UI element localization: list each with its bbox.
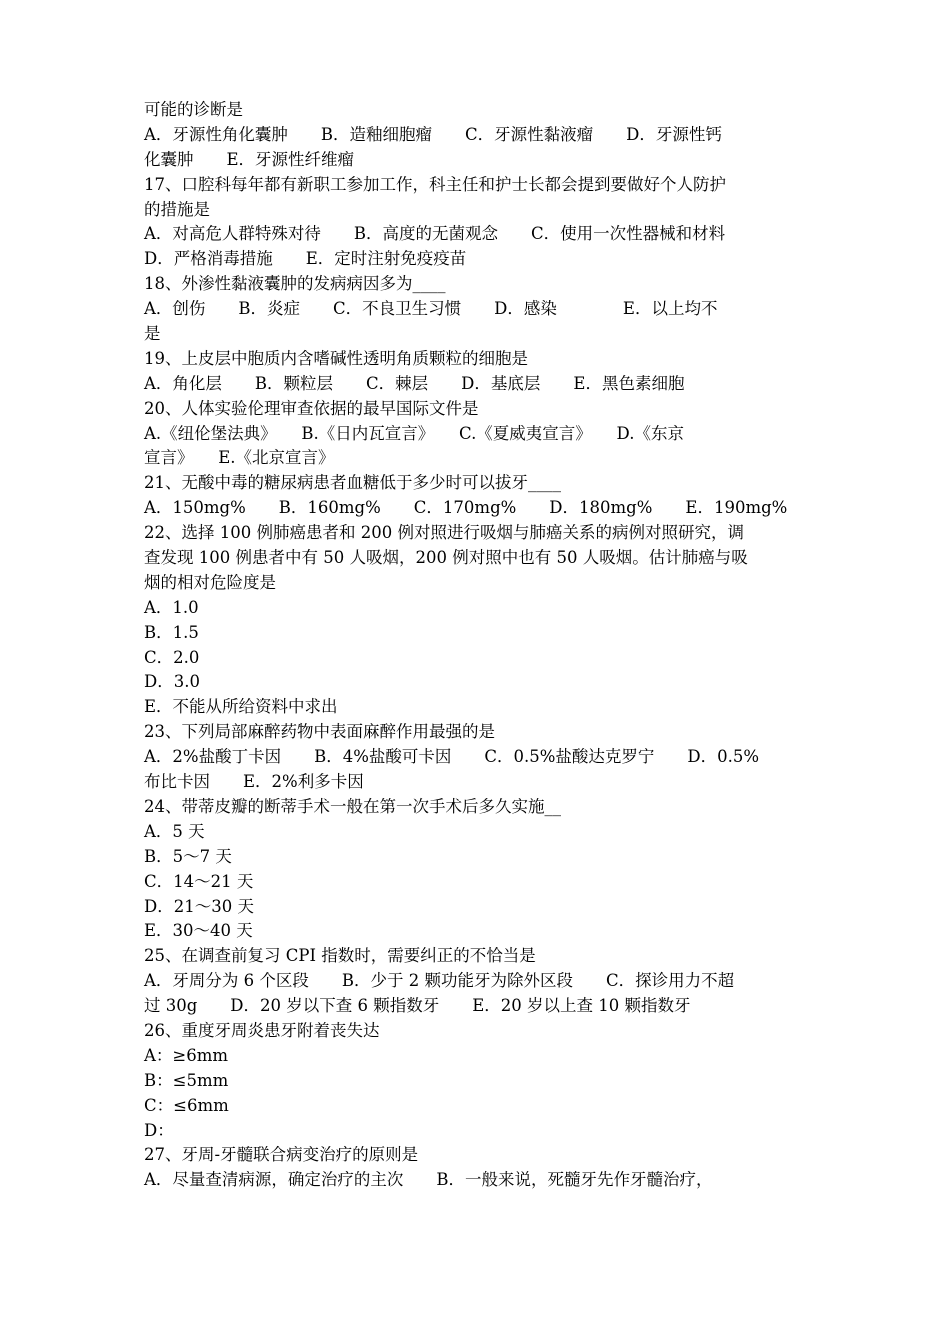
text-line: A.《纽伦堡法典》 B.《日内瓦宣言》 C.《夏威夷宣言》 D.《东京 [144, 423, 684, 443]
text-line: 22、选择 100 例肺癌患者和 200 例对照进行吸烟与肺癌关系的病例对照研究，调 [144, 523, 744, 543]
text-line: A．牙源性角化囊肿 B．造釉细胞瘤 C．牙源性黏液瘤 D．牙源性钙 [144, 124, 722, 144]
text-line: D．严格消毒措施 E．定时注射免疫疫苗 [144, 249, 467, 269]
text-line: 23、下列局部麻醉药物中表面麻醉作用最强的是 [144, 722, 495, 742]
text-line: A．150mg% B．160mg% C．170mg% D．180mg% E．190mg% [144, 498, 788, 518]
text-line: D．3.0 [144, 672, 200, 692]
text-line: 宣言》 E.《北京宣言》 [144, 448, 335, 468]
text-line: A．1.0 [144, 597, 199, 617]
text-line: 查发现 100 例患者中有 50 人吸烟，200 例对照中也有 50 人吸烟。估计肺癌与吸 [144, 548, 748, 568]
text-line: A．牙周分为 6 个区段 B．少于 2 颗功能牙为除外区段 C．探诊用力不超 [144, 971, 735, 991]
text-line: A：≥6mm [144, 1045, 229, 1065]
text-line: B：≤5mm [144, 1070, 229, 1090]
text-line: B．1.5 [144, 622, 199, 642]
text-line: 是 [144, 324, 161, 344]
text-line: 18、外渗性黏液囊肿的发病病因多为____ [144, 274, 446, 294]
text-line: 17、口腔科每年都有新职工参加工作，科主任和护士长都会提到要做好个人防护 [144, 174, 726, 194]
text-line: 25、在调查前复习 CPI 指数时，需要纠正的不恰当是 [144, 946, 536, 966]
text-line: 的措施是 [144, 199, 210, 219]
text-line: A．对高危人群特殊对待 B．高度的无菌观念 C．使用一次性器械和材料 [144, 224, 726, 244]
text-line: 21、无酸中毒的糖尿病患者血糖低于多少时可以拔牙____ [144, 473, 561, 493]
text-line: 20、人体实验伦理审查依据的最早国际文件是 [144, 398, 479, 418]
text-line: 布比卡因 E．2%利多卡因 [144, 772, 364, 792]
text-line: 24、带蒂皮瓣的断蒂手术一般在第一次手术后多久实施__ [144, 796, 561, 816]
text-line: D： [144, 1120, 174, 1140]
text-line: D．21～30 天 [144, 896, 254, 916]
text-line: 可能的诊断是 [144, 100, 243, 119]
text-line: 26、重度牙周炎患牙附着丧失达 [144, 1020, 380, 1040]
text-line: C：≤6mm [144, 1095, 229, 1115]
text-line: C．14～21 天 [144, 871, 254, 891]
text-line: A．2%盐酸丁卡因 B．4%盐酸可卡因 C．0.5%盐酸达克罗宁 D．0.5% [144, 747, 760, 767]
text-line: E．不能从所给资料中求出 [144, 697, 338, 717]
text-line: 烟的相对危险度是 [144, 572, 276, 592]
text-line: E．30～40 天 [144, 921, 253, 941]
text-line: A．5 天 [144, 821, 205, 841]
text-line: 化囊肿 E．牙源性纤维瘤 [144, 149, 355, 169]
text-line: B．5～7 天 [144, 846, 232, 866]
text-line: 19、上皮层中胞质内含嗜碱性透明角质颗粒的细胞是 [144, 348, 528, 368]
text-line: 过 30g D．20 岁以下查 6 颗指数牙 E．20 岁以上查 10 颗指数牙 [144, 996, 691, 1016]
text-line: A．尽量查清病源，确定治疗的主次 B．一般来说，死髓牙先作牙髓治疗， [144, 1170, 713, 1190]
text-line: C．2.0 [144, 647, 200, 667]
text-line: A．角化层 B．颗粒层 C．棘层 D．基底层 E．黑色素细胞 [144, 373, 685, 393]
text-line: A．创伤 B．炎症 C．不良卫生习惯 D．感染 E．以上均不 [144, 299, 718, 319]
text-line: 27、牙周-牙髓联合病变治疗的原则是 [144, 1145, 419, 1165]
question-text-block [144, 98, 808, 1193]
